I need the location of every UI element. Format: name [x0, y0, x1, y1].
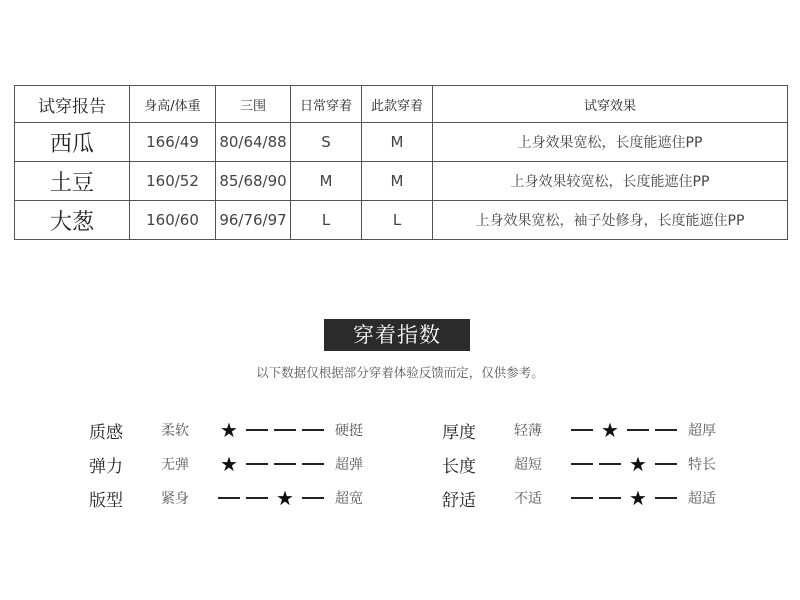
dash-mark [655, 463, 677, 465]
tester-name: 西瓜 [15, 123, 130, 162]
height-weight: 160/52 [130, 162, 216, 201]
index-high-label: 超适 [688, 491, 716, 507]
dash-mark [571, 497, 593, 499]
star-icon: ★ [276, 486, 294, 510]
fit-effect: 上身效果宽松，长度能遮住PP [433, 123, 788, 162]
index-low-label: 轻薄 [514, 423, 542, 439]
index-low-label: 不适 [514, 491, 542, 507]
rating-star-icon [215, 454, 243, 474]
header-measurements: 三围 [216, 86, 291, 123]
measurements: 96/76/97 [216, 201, 291, 240]
rating-dash [652, 420, 680, 440]
rating-dash [568, 454, 596, 474]
this-size: L [362, 201, 433, 240]
measurements: 85/68/90 [216, 162, 291, 201]
dash-mark [274, 463, 296, 465]
index-scale [215, 454, 327, 474]
wear-index-note: 以下数据仅根据部分穿着体验反馈而定，仅供参考。 [256, 365, 544, 380]
index-scale [215, 420, 327, 440]
index-low-label: 柔软 [161, 423, 189, 439]
index-scale [568, 454, 680, 474]
index-scale [215, 488, 327, 508]
star-icon: ★ [629, 486, 647, 510]
index-high-label: 超弹 [335, 457, 363, 473]
this-size: M [362, 162, 433, 201]
rating-star-icon [596, 420, 624, 440]
rating-star-icon [271, 488, 299, 508]
index-scale [568, 488, 680, 508]
dash-mark [599, 497, 621, 499]
index-high-label: 超厚 [688, 423, 716, 439]
daily-size: L [291, 201, 362, 240]
rating-dash [271, 454, 299, 474]
header-this-size: 此款穿着 [362, 86, 433, 123]
rating-dash [624, 420, 652, 440]
index-row-comfort [442, 485, 716, 511]
star-icon: ★ [629, 452, 647, 476]
tester-name: 大葱 [15, 201, 130, 240]
index-low-label: 超短 [514, 457, 542, 473]
rating-dash [271, 420, 299, 440]
rating-dash [652, 488, 680, 508]
rating-dash [243, 488, 271, 508]
dash-mark [246, 429, 268, 431]
rating-star-icon [624, 488, 652, 508]
index-label: 质感 [89, 422, 123, 443]
dash-mark [599, 463, 621, 465]
header-height-weight: 身高/体重 [130, 86, 216, 123]
star-icon: ★ [601, 418, 619, 442]
header-fit-effect: 试穿效果 [433, 86, 788, 123]
fit-effect: 上身效果宽松，袖子处修身，长度能遮住PP [433, 201, 788, 240]
dash-mark [655, 497, 677, 499]
header-daily-size: 日常穿着 [291, 86, 362, 123]
rating-star-icon [215, 420, 243, 440]
index-high-label: 超宽 [335, 491, 363, 507]
index-low-label: 无弹 [161, 457, 189, 473]
header-fit-report: 试穿报告 [15, 86, 130, 123]
table-row [15, 162, 788, 201]
daily-size: S [291, 123, 362, 162]
index-label: 厚度 [442, 422, 476, 443]
rating-dash [568, 488, 596, 508]
dash-mark [246, 497, 268, 499]
index-label: 版型 [89, 490, 123, 511]
index-label: 弹力 [89, 456, 123, 477]
dash-mark [571, 463, 593, 465]
index-high-label: 硬挺 [335, 423, 363, 439]
index-row-thickness [442, 417, 716, 443]
table-row [15, 123, 788, 162]
dash-mark [274, 429, 296, 431]
index-high-label: 特长 [688, 457, 716, 473]
height-weight: 160/60 [130, 201, 216, 240]
index-scale [568, 420, 680, 440]
dash-mark [246, 463, 268, 465]
rating-dash [596, 488, 624, 508]
index-label: 舒适 [442, 490, 476, 511]
rating-dash [299, 488, 327, 508]
index-label: 长度 [442, 456, 476, 477]
table-row [15, 201, 788, 240]
rating-dash [299, 454, 327, 474]
dash-mark [571, 429, 593, 431]
rating-dash [596, 454, 624, 474]
wear-index-title: 穿着指数 [324, 319, 470, 351]
dash-mark [655, 429, 677, 431]
rating-dash [243, 420, 271, 440]
dash-mark [302, 497, 324, 499]
measurements: 80/64/88 [216, 123, 291, 162]
index-row-length [442, 451, 716, 477]
index-row-elasticity [89, 451, 363, 477]
rating-dash [652, 454, 680, 474]
height-weight: 166/49 [130, 123, 216, 162]
index-row-fit [89, 485, 363, 511]
index-row-texture [89, 417, 363, 443]
fit-effect: 上身效果较宽松，长度能遮住PP [433, 162, 788, 201]
star-icon: ★ [220, 418, 238, 442]
dash-mark [218, 497, 240, 499]
daily-size: M [291, 162, 362, 201]
dash-mark [302, 463, 324, 465]
rating-star-icon [624, 454, 652, 474]
dash-mark [627, 429, 649, 431]
rating-dash [299, 420, 327, 440]
dash-mark [302, 429, 324, 431]
rating-dash [568, 420, 596, 440]
star-icon: ★ [220, 452, 238, 476]
tester-name: 土豆 [15, 162, 130, 201]
fit-report-table [14, 85, 788, 240]
this-size: M [362, 123, 433, 162]
table-header-row [15, 86, 788, 123]
rating-dash [215, 488, 243, 508]
rating-dash [243, 454, 271, 474]
index-low-label: 紧身 [161, 491, 189, 507]
